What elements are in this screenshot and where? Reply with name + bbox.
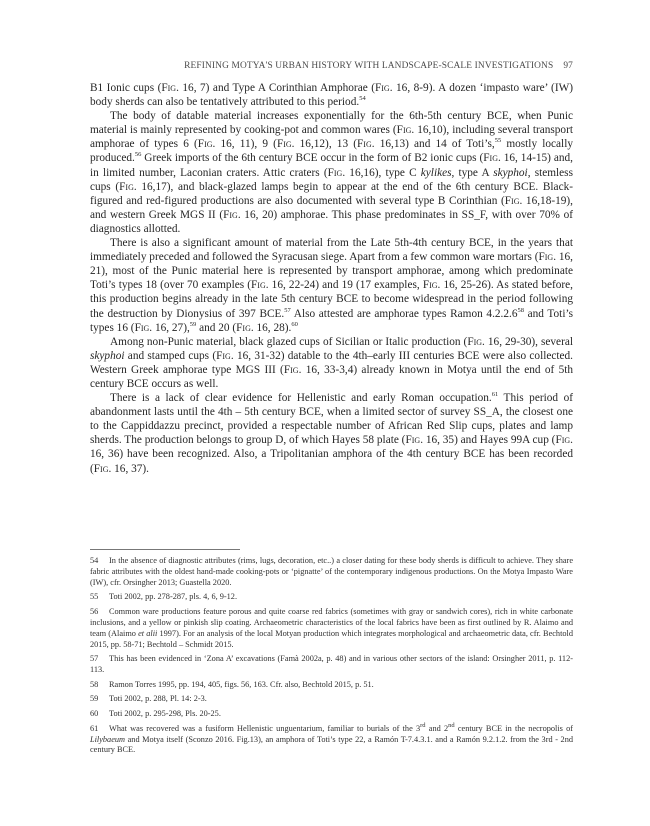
footnote-number: 61	[90, 723, 99, 733]
footnote-number: 60	[90, 709, 99, 718]
figure-abbrev: Fig	[216, 349, 231, 362]
figure-abbrev: Fig	[119, 180, 134, 193]
main-text	[90, 81, 573, 476]
figure-abbrev: Fig	[504, 194, 520, 207]
figure-abbrev: Fig	[405, 434, 421, 447]
figure-abbrev: Fig	[93, 462, 109, 475]
figure-abbrev: Fig	[236, 321, 251, 334]
running-title: REFINING MOTYA'S URBAN HISTORY WITH LANDSCAPE-SCALE INVESTIGATIONS	[184, 61, 554, 71]
figure-abbrev: Fig	[357, 138, 372, 151]
footnote	[90, 654, 573, 676]
figure-abbrev: Fig	[396, 124, 412, 137]
figure-abbrev: Fig	[483, 152, 498, 165]
italic-term: et alii	[138, 628, 158, 638]
footnote-separator	[90, 549, 240, 550]
footnote	[90, 709, 573, 720]
footnote-ref: 60	[291, 320, 298, 328]
paragraph: There is a lack of clear evidence for Hellenistic and early Roman occupation.$^{61}$ This period of abandonment lasts until the 4th – 5th century BCE, when a limited sector of survey SS_A, the closest one to the Cappiddazzu precinct, provided a respectable number of African Red Slip cups, plates and lamp sherds. The production belongs to group D, of which Hayes 58 plate (Fig. 16, 35) and Hayes 99A cup (Fig. 16, 36) have been recognized. Also, a Tripolitanian amphora of the 4th century BCE has been recorded (Fig. 16, 37).	[90, 391, 573, 475]
footnote-ref: 59	[189, 320, 197, 328]
figure-abbrev: Fig	[555, 434, 571, 447]
footnote	[90, 607, 573, 651]
figure-abbrev: Fig	[251, 279, 266, 292]
footnote-text: Common ware productions feature porous and quite coarse red fabrics (sometimes with gray or sandwich cores), rich in white carbonate inclusions, and a yellow or pinkish slip coating. Archaeometric characteristics of the local fabrics have been as first outlined by R. Alaimo and team (Alaimo et alii 1997). For an analysis of the local Motyan production which integrates morphological and archaeometric data, cfr. Bechtold 2015, pp. 58-71; Bechtold – Schmidt 2015.	[90, 607, 573, 649]
figure-abbrev: Fig	[134, 321, 150, 334]
footnote-text: Toti 2002, p. 295-298, Pls. 20-25.	[109, 709, 221, 718]
footnote-number: 56	[90, 607, 99, 616]
figure-abbrev: Fig	[276, 138, 292, 151]
footnote-text: Ramon Torres 1995, pp. 194, 405, figs. 56, 163. Cfr. also, Bechtold 2015, p. 51.	[109, 679, 374, 689]
footnote-ref: 54	[359, 95, 366, 103]
figure-abbrev: Fig	[374, 82, 390, 94]
italic-term: kylikes	[420, 166, 452, 179]
footnote-text: This has been evidenced in ‘Zona A’ excavations (Famà 2002a, p. 48) and in various other sectors of the island: Orsingher 2011, p. 112-113.	[90, 654, 573, 675]
paragraph: B1 Ionic cups (Fig. 16, 7) and Type A Corinthian Amphorae (Fig. 16, 8-9). A dozen ‘impasto ware’ (IW) body sherds can also be tentatively attributed to this period.$^{54}$	[90, 82, 574, 109]
figure-abbrev: Fig	[422, 279, 438, 292]
footnote	[90, 556, 573, 589]
paragraph: There is also a significant amount of material from the Late 5th-4th century BCE, in the years that immediately preceded and followed the Syracusan siege. Apart from a few common ware mortars (Fig. 16, 21), most of the Punic material here is represented by transport amphorae, among which predominate Toti’s types 18 (over 70 examples (Fig. 16, 22-24) and 19 (17 examples, Fig. 16, 25-26). As stated before, this production begins already in the late 5th century BCE to become widespread in the period following the destruction by Dionysius of 397 BCE.$^{57}$ Also attested are amphorae types Ramon 4.2.2.6$^{58}$ and Toti’s types 16 (Fig. 16, 27),$^{59}$ and 20 (Fig. 16, 28).$^{60}$	[90, 237, 573, 334]
footnote-number: 58	[90, 679, 99, 689]
figure-abbrev: Fig	[197, 138, 213, 151]
footnote	[90, 694, 573, 705]
footnote	[90, 680, 573, 691]
footnote	[90, 721, 573, 757]
footnote-text: Toti 2002, pp. 278-287, pls. 4, 6, 9-12.	[109, 592, 238, 602]
footnote-ref: 57	[284, 306, 291, 314]
footnote-text: In the absence of diagnostic attributes (rims, lugs, decoration, etc..) a closer dating for these body sherds is difficult to achieve. They share fabric attributes with the oldest hand-made cooking-pots or ‘pignatte’ of the contemporary indigenous productions. On the Motya Impasto Ware (IW), cfr. Orsingher 2013; Guastella 2020.	[90, 556, 573, 587]
figure-abbrev: Fig	[327, 166, 343, 179]
paragraph: Among non-Punic material, black glazed cups of Sicilian or Italic production (Fig. 16, 29-30), several skyphoi and stamped cups (Fig. 16, 31-32) datable to the 4th–early III centuries BCE were also collected. Western Greek amphorae type MGS III (Fig. 16, 33-3,4) already known in Motya until the end of 5th century BCE occurs as well.	[90, 335, 574, 390]
footnote	[90, 592, 573, 603]
paragraph: The body of datable material increases exponentially for the 6th-5th century BCE, when Punic material is mainly represented by cooking-pot and common wares (Fig. 16,10), including several transport amphorae of types 6 (Fig. 16, 11), 9 (Fig. 16,12), 13 (Fig. 16,13) and 14 of Toti’s,$^{55}$ mostly locally produced.$^{56}$ Greek imports of the 6th century BCE occur in the form of B2 ionic cups (Fig. 16, 14-15) and, in limited number, Laconian craters. Attic craters (Fig. 16,16), type C kylikes, type A skyphoi, stemless cups (Fig. 16,17), and black-glazed lamps begin to appear at the end of the 6th century BCE. Black-figured and red-figured productions are also documented with several type B Corinthian (Fig. 16,18-19), and western Greek MGS II (Fig. 16, 20) amphorae. This phase predominates in SS_F, with over 70% of diagnostics allotted.	[90, 110, 573, 235]
italic-term: skyphoi	[493, 166, 528, 179]
footnote-ref: rd	[420, 721, 426, 729]
italic-term: Lilybaeum	[90, 734, 126, 744]
footnote-number: 54	[90, 556, 99, 565]
footnote-number: 59	[90, 694, 99, 704]
figure-abbrev: Fig	[161, 82, 177, 94]
footnote-number: 55	[90, 592, 99, 602]
figure-abbrev: Fig	[538, 251, 554, 264]
footnote-ref: 58	[517, 306, 524, 314]
footnote-text: Toti 2002, p. 288, Pl. 14: 2-3.	[109, 694, 207, 704]
page-number: 97	[563, 61, 573, 71]
footnotes	[90, 556, 573, 760]
figure-abbrev: Fig	[283, 363, 299, 376]
footnote-number: 57	[90, 654, 99, 664]
figure-abbrev: Fig	[467, 335, 483, 348]
figure-abbrev: Fig	[223, 208, 238, 221]
footnote-ref: 61	[491, 391, 499, 399]
footnote-ref: 56	[134, 151, 142, 159]
running-header	[90, 61, 573, 71]
italic-term: skyphoi	[90, 349, 125, 362]
footnote-text: What was recovered was a fusiform Hellenistic unguentarium, familiar to burials of the 3rd and 2nd century BCE in the necropolis of Lilybaeum and Motya itself (Sconzo 2016. Fig.13), an amphora of Toti’s type 22, a Ramón T-7.4.3.1. and a Ramón 9.2.1.2. from the 3rd - 2nd century BCE.	[90, 721, 573, 755]
footnote-ref: 55	[494, 137, 502, 145]
footnote-ref: nd	[448, 721, 455, 729]
